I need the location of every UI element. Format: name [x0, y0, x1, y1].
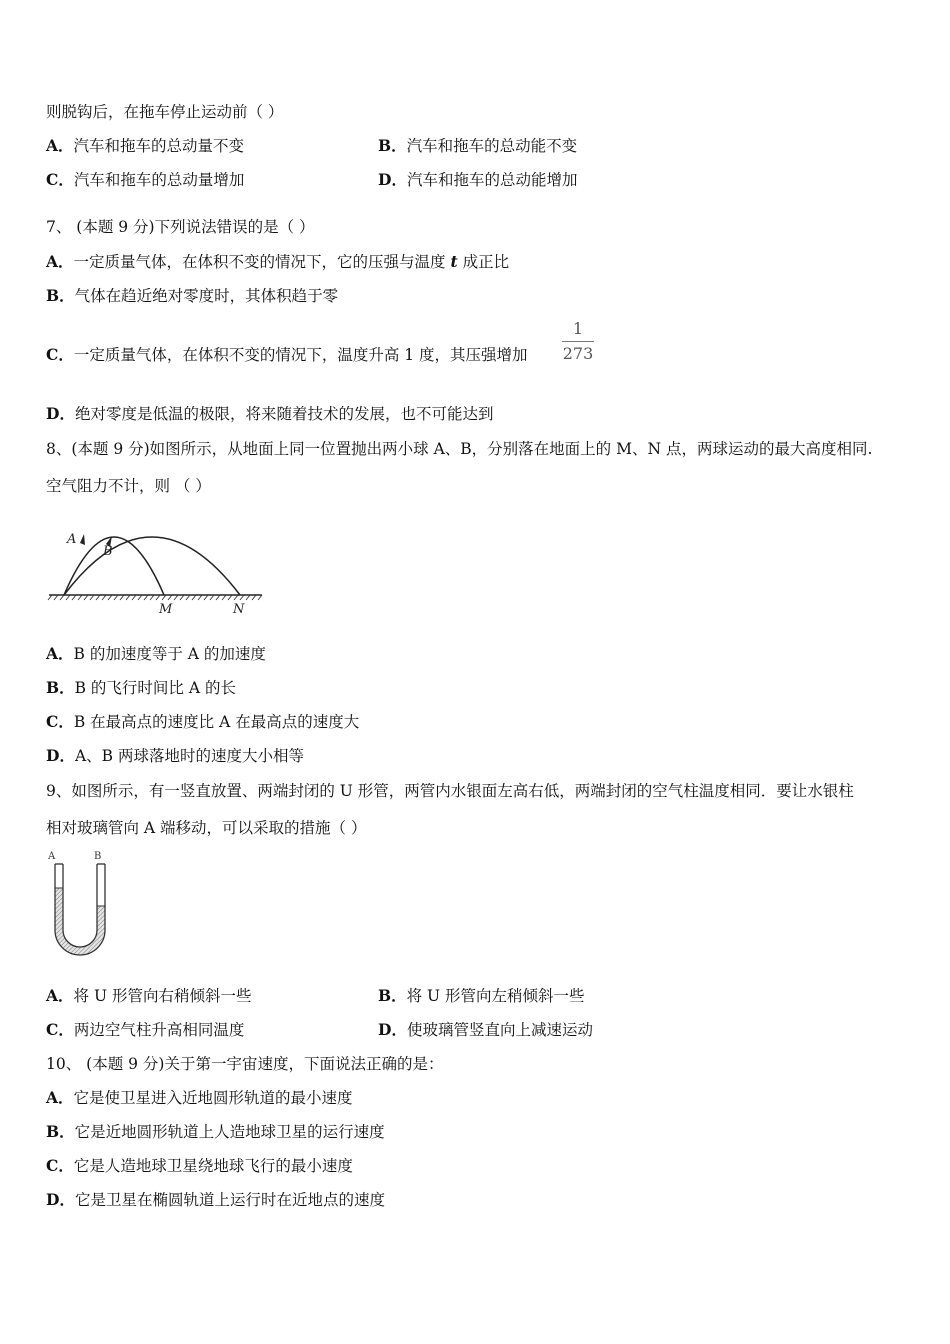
- q10-option-a: [46, 1088, 353, 1108]
- option-text: A、B 两球落地时的速度大小相等: [74, 747, 304, 765]
- option-text: 将 U 形管向右稍倾斜一些: [73, 987, 252, 1005]
- option-label: C．: [46, 712, 74, 731]
- q7-option-b: [46, 286, 338, 306]
- option-label: B．: [46, 286, 75, 305]
- option-text: 汽车和拖车的总动能增加: [406, 171, 578, 189]
- option-text: 使玻璃管竖直向上减速运动: [406, 1021, 593, 1039]
- option-text: 将 U 形管向左稍倾斜一些: [406, 987, 585, 1005]
- option-label: A．: [46, 252, 74, 271]
- option-label: C．: [46, 1156, 74, 1175]
- option-text: 一定质量气体，在体积不变的情况下，温度升高 1 度，其压强增加: [73, 346, 528, 364]
- q7-option-d: [46, 404, 493, 424]
- q8-stem-line2: 空气阻力不计，则 （ ）: [46, 477, 211, 495]
- ground-hatching: [48, 595, 262, 600]
- fraction-bar: [562, 341, 594, 342]
- option-label: A．: [46, 136, 74, 155]
- q6-option-a: [46, 136, 244, 156]
- label-b: B: [103, 544, 113, 559]
- option-label: D．: [46, 746, 75, 765]
- option-label: A．: [46, 986, 74, 1005]
- option-label: B．: [378, 136, 407, 155]
- label-b-end: B: [94, 851, 102, 862]
- option-text: 气体在趋近绝对零度时，其体积趋于零: [74, 287, 339, 305]
- q8-option-a: [46, 644, 266, 664]
- q6-option-c: [46, 170, 244, 190]
- q7-option-c: [46, 345, 528, 365]
- fraction-1-over-273: [560, 319, 596, 364]
- option-label: B．: [46, 1122, 75, 1141]
- option-text: 绝对零度是低温的极限，将来随着技术的发展，也不可能达到: [74, 405, 494, 423]
- option-label: D．: [378, 170, 407, 189]
- label-n: N: [233, 602, 245, 617]
- q8-projectile-figure: [46, 512, 271, 622]
- label-a-end: A: [48, 851, 56, 862]
- option-text: 它是使卫星进入近地圆形轨道的最小速度: [73, 1089, 353, 1107]
- q7-stem: 7、 (本题 9 分)下列说法错误的是（ ）: [46, 218, 315, 236]
- q6-stem-tail: 则脱钩后，在拖车停止运动前（ ）: [46, 103, 284, 121]
- variable-t: t: [450, 252, 458, 271]
- option-text-tail: 成正比: [457, 253, 510, 271]
- q8-option-c: [46, 712, 359, 732]
- q9-option-a: [46, 986, 251, 1006]
- option-text: B 的加速度等于 A 的加速度: [73, 645, 266, 663]
- option-label: D．: [46, 1190, 75, 1209]
- q7-option-a: [46, 252, 509, 272]
- q8-stem-line1: 8、(本题 9 分)如图所示，从地面上同一位置抛出两小球 A、B，分别落在地面上的 M、N 点，两球运动的最大高度相同.: [46, 440, 873, 458]
- option-text: 两边空气柱升高相同温度: [73, 1021, 245, 1039]
- option-text: 一定质量气体，在体积不变的情况下，它的压强与温度: [73, 253, 451, 271]
- q9-option-c: [46, 1020, 244, 1040]
- q6-option-b: [378, 136, 577, 156]
- option-text: 汽车和拖车的总动量增加: [73, 171, 245, 189]
- q9-option-b: [378, 986, 585, 1006]
- fraction-numerator: 1: [572, 319, 584, 338]
- option-text: B 在最高点的速度比 A 在最高点的速度大: [73, 713, 360, 731]
- option-text: 它是人造地球卫星绕地球飞行的最小速度: [73, 1157, 353, 1175]
- option-label: A．: [46, 1088, 74, 1107]
- label-m: M: [159, 602, 173, 617]
- q10-stem: 10、 (本题 9 分)关于第一宇宙速度，下面说法正确的是：: [46, 1055, 444, 1073]
- trajectory-a: [64, 537, 164, 595]
- fraction-denominator: 273: [562, 344, 594, 363]
- option-text: 它是卫星在椭圆轨道上运行时在近地点的速度: [74, 1191, 385, 1209]
- option-label: D．: [46, 404, 75, 423]
- option-label: B．: [46, 678, 75, 697]
- q6-option-d: [378, 170, 577, 190]
- option-text: 汽车和拖车的总动量不变: [73, 137, 245, 155]
- option-label: B．: [378, 986, 407, 1005]
- option-label: D．: [378, 1020, 407, 1039]
- q9-option-d: [378, 1020, 593, 1040]
- q9-stem-line2: 相对玻璃管向 A 端移动，可以采取的措施（ ）: [46, 819, 367, 837]
- q9-stem-line1: 9、如图所示，有一竖直放置、两端封闭的 U 形管，两管内水银面左高右低，两端封闭的空气柱温度相同．要让水银柱: [46, 782, 854, 800]
- option-label: C．: [46, 170, 74, 189]
- option-label: C．: [46, 345, 74, 364]
- label-a: A: [67, 532, 77, 547]
- q10-option-c: [46, 1156, 353, 1176]
- tube-inner-wall: [63, 864, 97, 947]
- trajectory-b: [64, 537, 240, 595]
- q9-u-tube-figure: [44, 848, 114, 958]
- arrow-a-icon: [80, 534, 85, 545]
- q8-option-b: [46, 678, 236, 698]
- q8-option-d: [46, 746, 304, 766]
- q10-option-d: [46, 1190, 385, 1210]
- option-label: A．: [46, 644, 74, 663]
- q10-option-b: [46, 1122, 385, 1142]
- option-text: 汽车和拖车的总动能不变: [406, 137, 578, 155]
- option-label: C．: [46, 1020, 74, 1039]
- option-text: B 的飞行时间比 A 的长: [74, 679, 236, 697]
- option-text: 它是近地圆形轨道上人造地球卫星的运行速度: [74, 1123, 385, 1141]
